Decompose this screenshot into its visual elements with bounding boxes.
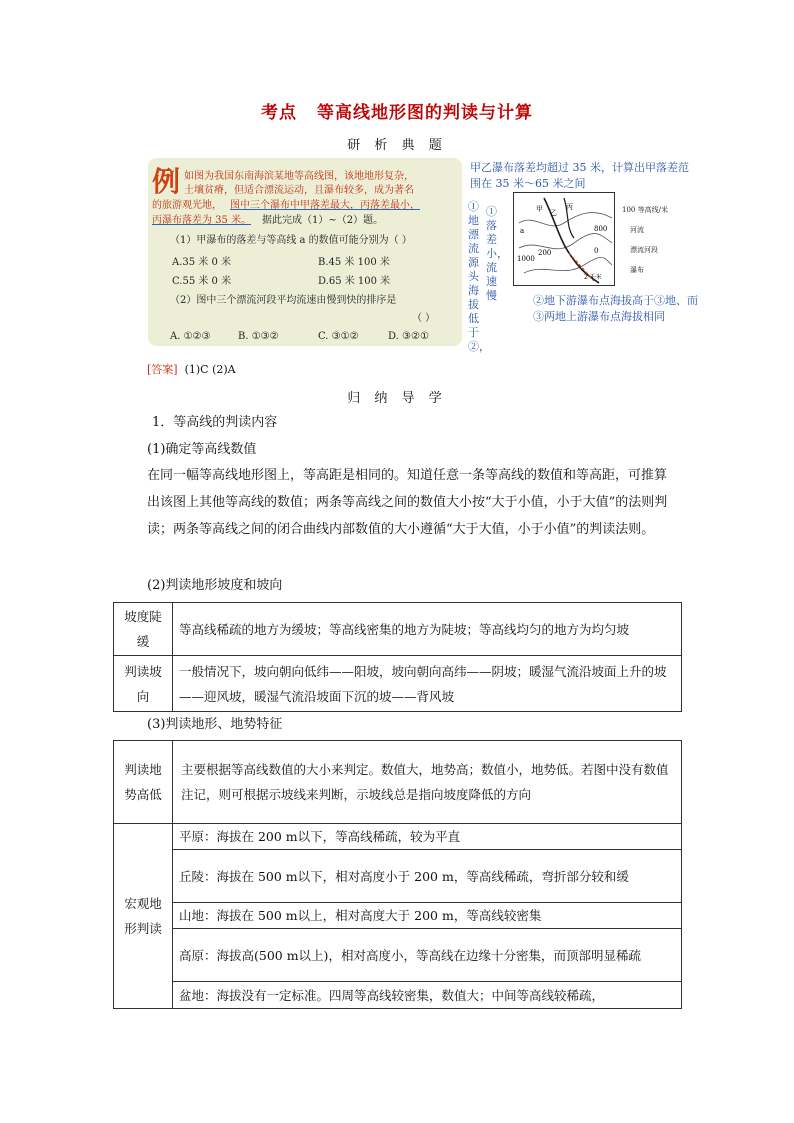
q1-option-d: D.65 米 100 米 — [318, 276, 391, 287]
map-label-yi: 乙 — [550, 209, 557, 217]
map-scale: 2 千米 — [584, 274, 602, 281]
example-line-5: 丙瀑布落差为 35 米。 — [152, 215, 252, 226]
table-cell: 山地：海拔在 500 m以上，相对高度大于 200 m，等高线较密集 — [173, 903, 682, 929]
annotation-bottom-2: ③两地上游瀑布点海拔相同 — [533, 310, 665, 323]
title-text: 等高线地形图的判读与计算 — [317, 103, 533, 123]
table-row — [114, 850, 682, 903]
table-row — [114, 982, 682, 1009]
contour-map — [513, 192, 615, 286]
answer-text: (1)C (2)A — [184, 363, 236, 376]
answer-tag: [答案] — [147, 363, 178, 376]
table-row — [114, 656, 682, 712]
map-label-1000: 1000 — [517, 255, 535, 263]
q2-option-d: D. ③②① — [388, 331, 429, 342]
example-line-4: 图中三个瀑布中甲落差最大，丙落差最小， — [230, 200, 420, 211]
table-cell: 一般情况下，坡向朝向低纬——阳坡，坡向朝向高纬——阴坡；暖湿气流沿坡面上升的坡——迎风坡，暖湿气流沿坡面下沉的坡——背风坡 — [173, 656, 682, 712]
q1-option-c: C.55 米 0 米 — [172, 276, 232, 287]
q1-option-b: B.45 米 100 米 — [318, 257, 390, 268]
annotation-top-1: 甲乙瀑布落差均超过 35 米，计算出甲落差范 — [470, 161, 689, 174]
table-cell: 主要根据等高线数值的大小来判定。数值大，地势高；数值小，地势低。若图中没有数值注记，则可根据示坡线来判断，示坡线总是指向坡度降低的方向 — [173, 741, 682, 824]
map-label-jia: 甲 — [536, 205, 543, 213]
table-cell-head: 坡度陡缓 — [114, 603, 173, 656]
example-icon: 例 — [152, 165, 181, 198]
legend-river: 河流 — [630, 226, 644, 234]
table-cell-head: 判读坡向 — [114, 656, 173, 712]
map-label-bing: 丙 — [566, 203, 573, 211]
map-label-200: 200 — [538, 249, 552, 257]
slope-table — [113, 602, 682, 712]
map-label-0: 0 — [594, 247, 599, 255]
annotation-left-col-2: ①落差小，流速慢 — [486, 205, 508, 302]
heading-1c: (3)判读地形、地势特征 — [147, 717, 283, 732]
paragraph-1 — [147, 462, 677, 543]
title-label: 考点 — [261, 103, 297, 123]
map-label-800: 800 — [594, 225, 608, 233]
example-line-6: 据此完成（1）~（2）题。 — [262, 215, 384, 226]
heading-1: 1．等高线的判读内容 — [152, 415, 278, 430]
table-cell-head: 宏观地形判读 — [114, 824, 173, 1009]
legend-contour: 100 等高线/米 — [622, 206, 668, 214]
answer-line — [147, 361, 236, 377]
contour-map-svg — [514, 193, 614, 285]
paragraph-1-text: 在同一幅等高线地形图上，等高距是相同的。知道任意一条等高线的数值和等高距，可推算出该图上其他等高线的数值；两条等高线之间的数值大小按“大于小值，小于大值”的法则判读；两条等高线之间的闭合曲线内部数值的大小遵循“大于大值，小于小值”的判读法则。 — [147, 468, 668, 537]
heading-1a: (1)确定等高线数值 — [147, 442, 257, 457]
q2-option-b: B. ①③② — [238, 331, 279, 342]
table-cell: 等高线稀疏的地方为缓坡；等高线密集的地方为陡坡；等高线均匀的地方为均匀坡 — [173, 603, 682, 656]
annotation-left-col-1: ①地漂流源头海拔低于②， — [468, 200, 490, 353]
annotation-top-2: 围在 35 米～65 米之间 — [470, 177, 586, 190]
q2-option-c: C. ③①② — [318, 331, 359, 342]
table-row — [114, 824, 682, 850]
q2-option-a: A. ①②③ — [170, 331, 211, 342]
example-line-2: 土壤贫瘠，但适合漂流运动，且瀑布较多，成为著名 — [184, 185, 414, 196]
table-cell: 高原：海拔高(500 m以上)，相对高度小，等高线在边缘十分密集，而顶部明显稀疏 — [173, 929, 682, 982]
q1-option-a: A.35 米 0 米 — [172, 257, 232, 268]
map-label-a: a — [520, 227, 525, 235]
table-row — [114, 929, 682, 982]
legend-rafting: 漂流河段 — [630, 246, 658, 254]
table-row — [114, 603, 682, 656]
q2-paren: （ ） — [412, 313, 436, 324]
example-line-3: 的旅游观光地， — [152, 200, 222, 211]
legend-waterfall: 瀑布 — [630, 266, 644, 274]
table-row — [114, 903, 682, 929]
heading-1b: (2)判读地形坡度和坡向 — [147, 578, 283, 593]
table-cell: 平原：海拔在 200 m以下，等高线稀疏，较为平直 — [173, 824, 682, 850]
table-cell: 盆地：海拔没有一定标准。四周等高线较密集，数值大；中间等高线较稀疏， — [173, 982, 682, 1009]
table-cell-head: 判读地势高低 — [114, 741, 173, 824]
question-2: （2）图中三个漂流河段平均流速由慢到快的排序是 — [170, 295, 397, 306]
example-line-1: 如图为我国东南海滨某地等高线图，该地地形复杂， — [184, 171, 414, 182]
section-heading-1: 研 析 典 题 — [347, 138, 447, 153]
question-1: （1）甲瀑布的落差与等高线 a 的数值可能分别为（ ） — [170, 235, 412, 246]
terrain-table — [113, 740, 682, 1009]
page-title — [0, 98, 794, 123]
table-row — [114, 741, 682, 824]
section-heading-2: 归 纳 导 学 — [347, 391, 447, 406]
annotation-bottom-1: ②地下游瀑布点海拔高于③地、而 — [533, 294, 698, 307]
table-cell: 丘陵：海拔在 500 m以下，相对高度小于 200 m，等高线稀疏，弯折部分较和缓 — [173, 850, 682, 903]
